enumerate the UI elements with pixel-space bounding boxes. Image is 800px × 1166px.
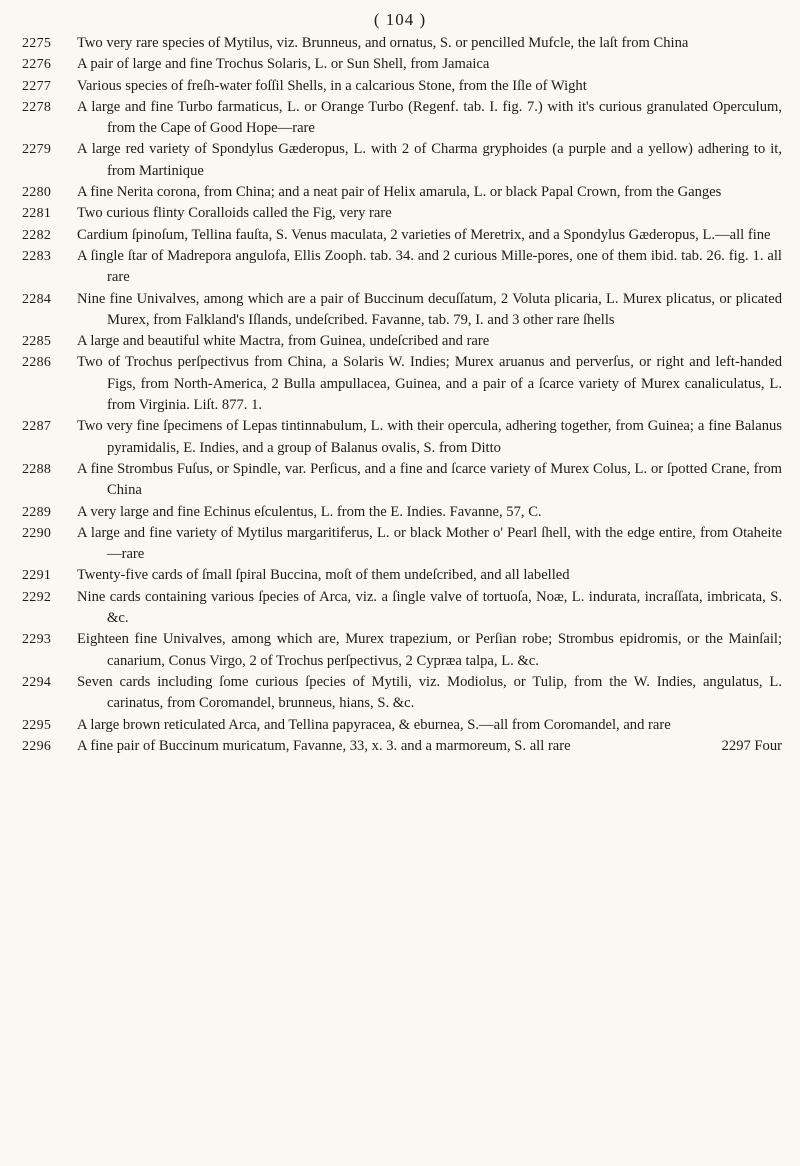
lot-number: 2283 xyxy=(22,248,52,264)
lot-number: 2276 xyxy=(22,57,52,73)
lot-description: Eighteen fine Univalves, among which are, Murex trapezium, or Perſian robe; Strombus epidromis, or the Mainſail; canarium, Conus Virgo, 2 of Trochus perſpectivus, 2 Cypræa talpa, L. &c. xyxy=(77,631,782,669)
lot-entry xyxy=(22,587,782,630)
lot-description: Two curious flinty Coralloids called the Fig, very rare xyxy=(77,205,392,222)
lot-entry xyxy=(22,523,782,566)
lot-entry xyxy=(22,736,782,757)
lot-description: Seven cards including ſome curious ſpecies of Mytili, viz. Modiolus, or Tulip, from the W. Indies, angulatus, L. carinatus, from Coromandel, brunneus, hians, S. &c. xyxy=(77,673,782,712)
lot-number: 2287 xyxy=(22,419,52,435)
lot-number: 2275 xyxy=(22,36,52,51)
lot-number: 2280 xyxy=(22,185,52,201)
lot-number: 2295 xyxy=(22,717,52,733)
lot-entry xyxy=(22,331,782,352)
lot-entry xyxy=(22,97,782,140)
lot-number: 2289 xyxy=(22,504,52,520)
lot-entry xyxy=(22,54,782,75)
page-number: ( 104 ) xyxy=(373,10,427,29)
lot-number: 2286 xyxy=(22,355,52,371)
lot-number: 2291 xyxy=(22,568,52,584)
lot-description: A fine Nerita corona, from China; and a neat pair of Helix amarula, L. or black Papal Crown, from the Ganges xyxy=(77,184,722,201)
lot-entry xyxy=(22,33,782,54)
lot-entry xyxy=(22,139,782,182)
lot-number: 2290 xyxy=(22,525,52,541)
lot-description: Two of Trochus perſpectivus from China, a Solaris W. Indies; Murex aruanus and perverſus, or right and left-handed Figs, from North-America, 2 Bulla ampullacea, Guinea, and a pair of a ſcarce variety of Murex canaliculatus, L. from Virginia. Liſt. 877. 1. xyxy=(77,354,782,414)
lot-number: 2277 xyxy=(22,78,52,94)
lot-entry xyxy=(22,629,782,672)
lot-number: 2282 xyxy=(22,227,52,243)
lot-description: A fine Strombus Fuſus, or Spindle, var. Perſicus, and a fine and ſcarce variety of Murex Colus, L. or ſpotted Crane, from China xyxy=(77,460,782,499)
lot-entry xyxy=(22,203,782,224)
lot-description: A large brown reticulated Arca, and Tellina papyracea, & eburnea, S.—all from Coromandel, and rare xyxy=(77,716,671,733)
lot-description: Twenty-five cards of ſmall ſpiral Buccina, moſt of them undeſcribed, and all labelled xyxy=(77,567,570,584)
lot-description: A pair of large and fine Trochus Solaris, L. or Sun Shell, from Jamaica xyxy=(77,56,490,73)
lot-list xyxy=(22,33,782,757)
lot-entry xyxy=(22,715,782,736)
lot-entry xyxy=(22,352,782,416)
lot-description: A very large and fine Echinus eſculentus, L. from the E. Indies. Favanne, 57, C. xyxy=(77,503,542,520)
lot-entry xyxy=(22,459,782,502)
lot-description: Various species of freſh-water foſſil Shells, in a calcarious Stone, from the Iſle of Wight xyxy=(77,77,587,94)
lot-entry xyxy=(22,246,782,289)
lot-description: Nine fine Univalves, among which are a pair of Buccinum decuſſatum, 2 Voluta plicaria, L. Murex plicatus, or plicated Murex, from Falkland's Iſlands, undeſcribed. Favanne, tab. 79, I. and 3 other rare ſhells xyxy=(77,290,782,328)
lot-number: 2296 xyxy=(22,738,52,754)
lot-number: 2288 xyxy=(22,461,52,477)
lot-description: A large red variety of Spondylus Gæderopus, L. with 2 of Charma gryphoides (a purple and a yellow) adhering to it, from Martinique xyxy=(77,141,782,179)
lot-number: 2278 xyxy=(22,99,52,115)
lot-description: Cardium ſpinoſum, Tellina fauſta, S. Venus maculata, 2 varieties of Meretrix, and a Spondylus Gæderopus, L.—all fine xyxy=(77,226,771,243)
lot-number: 2284 xyxy=(22,291,52,307)
lot-description: Two very fine ſpecimens of Lepas tintinnabulum, L. with their opercula, adhering together, from Guinea; a fine Balanus pyramidalis, E. Indies, and a group of Balanus ovalis, S. from Ditto xyxy=(77,418,782,456)
lot-number: 2281 xyxy=(22,206,52,222)
lot-entry xyxy=(22,182,782,203)
lot-number: 2285 xyxy=(22,334,52,350)
lot-entry xyxy=(22,565,782,586)
lot-number: 2292 xyxy=(22,589,52,605)
lot-entry xyxy=(22,289,782,332)
lot-description: A large and fine variety of Mytilus margaritiferus, L. or black Mother o' Pearl ſhell, with the edge entire, from Otaheite—rare xyxy=(77,524,782,563)
lot-description: A ſingle ſtar of Madrepora angulofa, Ellis Zooph. tab. 34. and 2 curious Mille-pores, one of them ibid. tab. 26. fig. 1. all rare xyxy=(77,247,782,286)
lot-entry xyxy=(22,76,782,97)
lot-entry xyxy=(22,225,782,246)
lot-description: A large and fine Turbo farmaticus, L. or Orange Turbo (Regenf. tab. I. fig. 7.) with it's curious granulated Operculum, from the Cape of Good Hope—rare xyxy=(77,98,782,137)
lot-entry xyxy=(22,416,782,459)
lot-description: A large and beautiful white Mactra, from Guinea, undeſcribed and rare xyxy=(77,333,490,350)
lot-description: Nine cards containing various ſpecies of Arca, viz. a ſingle valve of tortuoſa, Noæ, L. indurata, incraſſata, imbricata, S. &c. xyxy=(77,588,782,627)
lot-description: Two very rare species of Mytilus, viz. Brunneus, and ornatus, S. or pencilled Mufcle, the laſt from China xyxy=(77,35,689,51)
lot-number: 2293 xyxy=(22,632,52,648)
lot-number: 2279 xyxy=(22,142,52,158)
lot-description: A fine pair of Buccinum muricatum, Favanne, 33, x. 3. and a marmoreum, S. all rare xyxy=(77,737,571,754)
catchword: 2297 Four xyxy=(721,737,782,754)
lot-number: 2294 xyxy=(22,674,52,690)
lot-entry xyxy=(22,672,782,715)
lot-entry xyxy=(22,502,782,523)
